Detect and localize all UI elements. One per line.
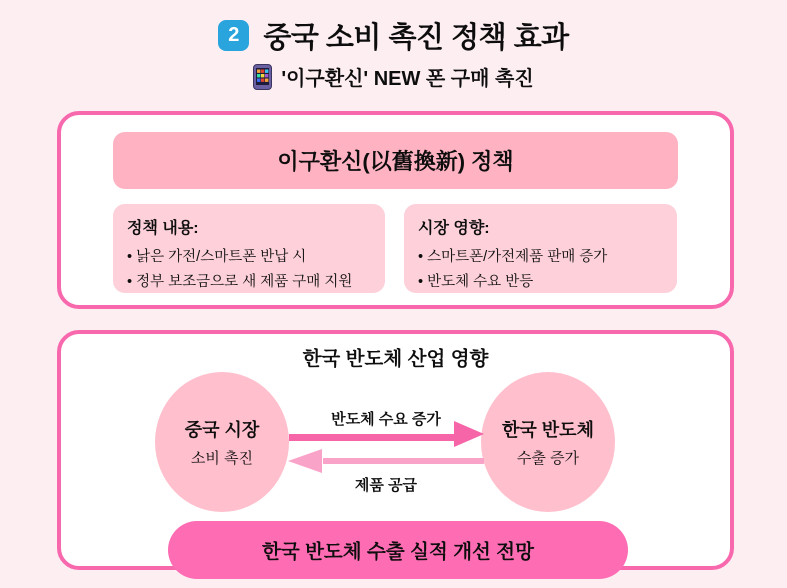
policy-content-list: [127, 245, 371, 295]
impact-panel-title: 한국 반도체 산업 영향: [302, 348, 489, 370]
left-arrow-icon: [288, 449, 322, 473]
right-arrow-icon: [454, 421, 484, 447]
demand-arrow-shaft: [289, 434, 454, 441]
policy-content-title: 정책 내용:: [127, 220, 199, 237]
mobile-phone-icon: [253, 64, 272, 90]
supply-arrow-label: 제품 공급: [354, 477, 418, 494]
policy-panel: [57, 111, 734, 309]
node-subtitle: 수출 증가: [516, 450, 580, 467]
market-impact-card: [404, 204, 677, 293]
list-item: • 정부 보조금으로 새 제품 구매 지원: [127, 270, 371, 295]
semiconductor-impact-panel: [57, 330, 734, 570]
demand-arrow-label: 반도체 수요 증가: [331, 411, 441, 428]
page-subtitle-row: [0, 62, 787, 91]
market-impact-title: 시장 영향:: [418, 220, 490, 237]
node-title: 한국 반도체: [502, 420, 594, 440]
market-impact-list: [418, 245, 663, 295]
page-title: 중국 소비 촉진 정책 효과: [263, 22, 569, 54]
page-subtitle: '이구환신' NEW 폰 구매 촉진: [281, 68, 534, 90]
list-item: • 낡은 가전/스마트폰 반납 시: [127, 245, 371, 270]
node-title: 중국 시장: [184, 420, 260, 440]
policy-header: 이구환신(以舊換新) 정책: [113, 132, 678, 189]
conclusion-pill: 한국 반도체 수출 실적 개선 전망: [168, 521, 628, 579]
list-item: • 스마트폰/가전제품 판매 증가: [418, 245, 663, 270]
page-title-row: [0, 15, 787, 56]
node-subtitle: 소비 촉진: [190, 450, 254, 467]
section-number-badge: 2: [218, 20, 249, 51]
policy-content-card: [113, 204, 385, 293]
supply-arrow-shaft: [323, 458, 484, 464]
list-item: • 반도체 수요 반등: [418, 270, 663, 295]
